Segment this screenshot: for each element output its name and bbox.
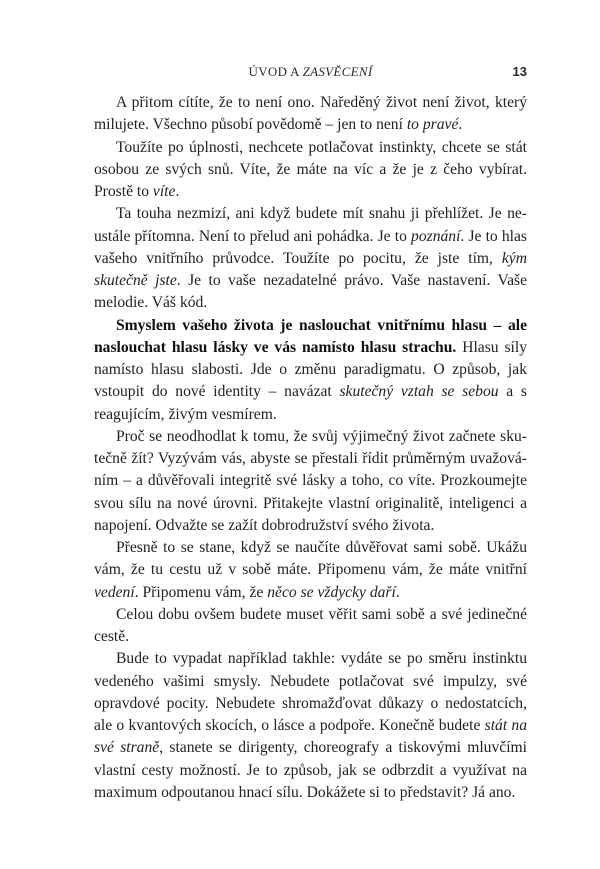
running-head-plain: ÚVOD A (248, 64, 303, 79)
italic-text: poznání (411, 227, 461, 245)
text-run: a s reagujícím, živým vesmírem. (94, 383, 527, 423)
text-run: . (175, 183, 180, 200)
text-run: . (395, 583, 400, 601)
italic-text: víte (152, 183, 176, 200)
text-run: Toužíte po úplnosti, nechcete potlačovat instinkty, chcete se stát osobou ze svých snů. Víte, že máte na víc a že je z čeho vybírat. Prostě to (94, 138, 527, 200)
paragraph (94, 648, 527, 804)
text-run: . (458, 116, 463, 134)
paragraph (94, 92, 527, 137)
paragraph (94, 604, 527, 649)
italic-text: skutečný vztah se sebou (339, 383, 499, 401)
text-run: Hlasu síly namísto hlasu slabosti. Jde o změnu paradigmatu. O způsob, jak vstoupit do nové identity – navázat (94, 338, 527, 401)
italic-text: něco se vždycky daří (267, 583, 396, 601)
text-run: A přitom cítíte, že to není ono. Naředěný život není život, který milujete. Všechno působí povědomě – jen to není (94, 94, 527, 134)
text-run: . Připomenu vám, že (134, 583, 268, 601)
paragraph (94, 315, 527, 426)
text-run: . Je to hlas vašeho vnitřního průvodce. Toužíte po pocitu, že jste tím, (94, 227, 527, 267)
text-run: Ta touha nezmizí, ani když budete mít snahu ji přehlížet. Je neustále přítomna. Není to přelud ani pohádka. Je to (94, 205, 527, 245)
text-run: Celou dobu ovšem budete muset věřit sami sobě a své jedinečné cestě. (94, 605, 527, 645)
bold-text: Smyslem vašeho života je naslouchat vnitřnímu hlasu – ale naslouchat hlasu lásky ve vás namísto hlasu strachu. (94, 316, 527, 356)
body-text (94, 92, 527, 804)
italic-text: to pravé (406, 116, 459, 134)
running-head-italic: ZASVĚCENÍ (302, 64, 373, 79)
paragraph (94, 537, 527, 604)
italic-text: kým skutečně jste (94, 249, 527, 289)
text-run: Proč se neodhodlat k tomu, že svůj výjimečný život začnete skutečně žít? Vyzývám vás, abyste se přestali řídit průměrným uvažováním – a důvěřovali integritě své lásky a toho, co víte. Prozkoumejte svou sílu na nové úrovni. Přitakejte vlastní originalitě, inteligenci a napojení. Odvažte se zažít dobrodružství svého života. (94, 427, 527, 534)
text-run: , stanete se dirigenty, choreografy a tiskovými mluvčími vlastní cesty možností. Je to způsob, jak se odbrzdit a využívat na maximum odpoutanou hnací sílu. Dokážete si to představit? Já ano. (94, 739, 527, 801)
page-number: 13 (512, 64, 527, 79)
paragraph (94, 137, 527, 204)
running-head (94, 64, 527, 80)
text-run: Bude to vypadat například takhle: vydáte se po směru instinktu vedeného vašimi smysly. Nebudete potlačovat své impulzy, své opravdové pocity. Nebudete shromažďovat důkazy o nedostatcích, ale o kvantových skocích, o lásce a podpoře. Konečně budete (94, 650, 527, 734)
paragraph (94, 203, 527, 314)
italic-text: stát na své straně (94, 717, 527, 757)
italic-text: vedení (94, 583, 135, 601)
paragraph (94, 426, 527, 537)
text-run: Přesně to se stane, když se naučíte důvěřovat sami sobě. Ukážu vám, že tu cestu už v sobě máte. Připomenu vám, že máte vnitřní (94, 539, 527, 579)
text-run: . Je to vaše nezadatelné právo. Vaše nastavení. Vaše melodie. Váš kód. (94, 272, 527, 312)
